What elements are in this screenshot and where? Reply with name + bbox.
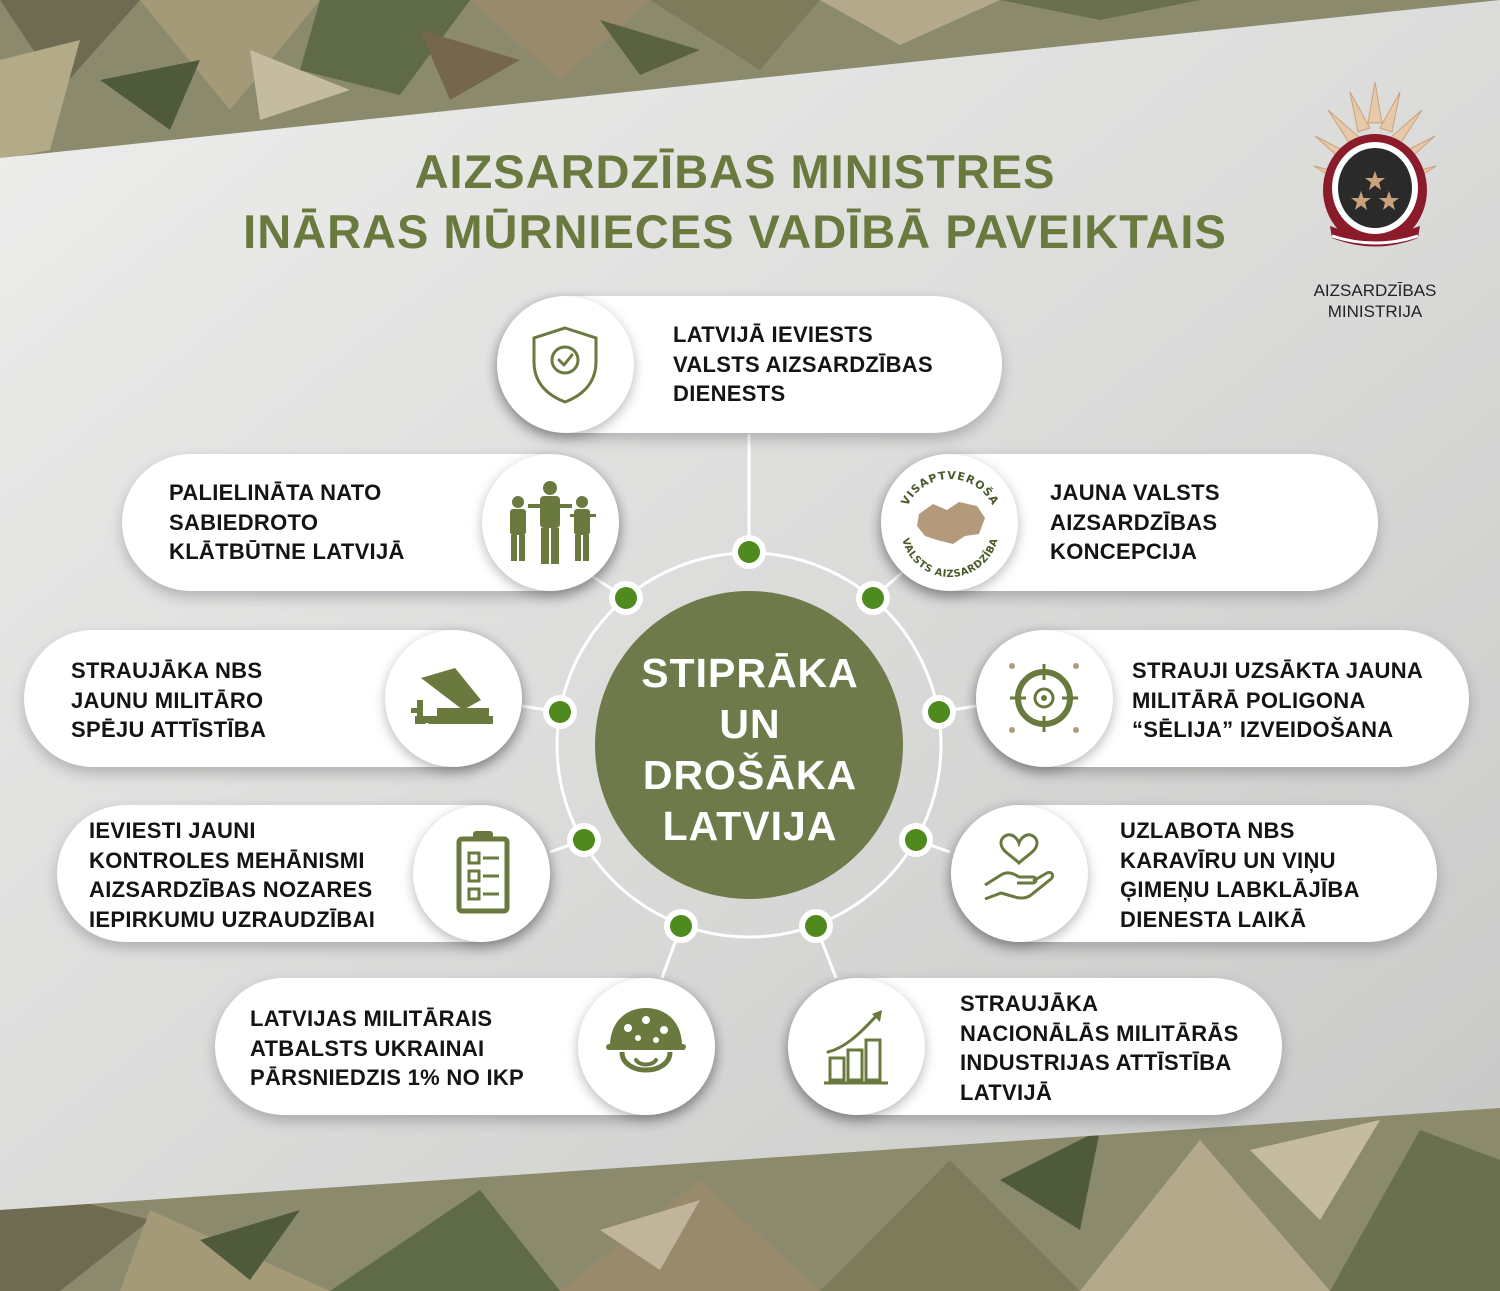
card-welfare — [951, 805, 1437, 942]
card-ukraine-line-3: PĀRSNIEDZIS 1% NO IKP — [250, 1065, 525, 1090]
center-line-2: UN — [719, 701, 781, 747]
soldiers-icon — [482, 454, 619, 591]
card-service — [497, 296, 1002, 433]
logo-text-line-1: AIZSARDZĪBAS — [1313, 281, 1437, 300]
card-text-capabilities — [71, 656, 266, 745]
card-industry-line-4: LATVIJĀ — [960, 1079, 1053, 1105]
node-polygon — [928, 701, 950, 723]
card-welfare-line-3: ĢIMEŅU LABKLĀJĪBA — [1120, 877, 1360, 902]
card-nato-line-3: KLĀTBŪTNE LATVIJĀ — [169, 539, 405, 564]
card-text-industry — [960, 989, 1239, 1107]
card-control-line-3: AIZSARDZĪBAS NOZARES — [89, 877, 373, 902]
card-concept — [881, 454, 1378, 591]
card-welfare-line-4: DIENESTA LAIKĀ — [1120, 906, 1307, 932]
icon-circle-ukraine — [578, 978, 715, 1115]
center-label — [600, 648, 900, 852]
card-welfare-line-2: KARAVĪRU UN VIŅU — [1120, 847, 1336, 873]
helmet-face-icon — [578, 978, 715, 1115]
clipboard-checklist-icon — [413, 805, 550, 942]
card-ukraine-line-1: LATVIJAS MILITĀRAIS — [250, 1006, 493, 1031]
card-control-line-2: KONTROLES MEHĀNISMI — [89, 847, 365, 873]
center-line-4: LATVIJA — [662, 803, 838, 849]
card-capabilities-line-1: STRAUJĀKA NBS — [71, 658, 263, 683]
node-welfare — [905, 829, 927, 851]
card-ukraine — [215, 978, 715, 1115]
card-polygon-line-3: “SĒLIJA” IZVEIDOŠANA — [1132, 717, 1394, 742]
card-service-line-1: LATVIJĀ IEVIESTS — [673, 322, 873, 347]
card-capabilities-line-3: SPĒJU ATTĪSTĪBA — [71, 717, 267, 742]
card-nato-line-2: SABIEDROTO — [169, 509, 319, 535]
node-ukraine — [670, 915, 692, 937]
card-concept-line-1: JAUNA VALSTS — [1050, 480, 1220, 505]
card-polygon — [976, 630, 1469, 767]
card-text-polygon — [1132, 656, 1423, 745]
card-industry-line-2: NACIONĀLĀS MILITĀRĀS — [960, 1020, 1239, 1046]
card-nato-line-1: PALIELINĀTA NATO — [169, 480, 382, 505]
icon-circle-industry — [788, 978, 925, 1115]
card-control-line-1: IEVIESTI JAUNI — [89, 818, 256, 843]
latvia-map-badge-icon — [881, 454, 1018, 591]
shield-check-icon — [497, 296, 634, 433]
card-text-ukraine — [250, 1004, 524, 1093]
badge-top-text: VISAPTVEROŠA — [898, 468, 1002, 508]
card-industry-line-3: INDUSTRIJAS ATTĪSTĪBA — [960, 1050, 1232, 1075]
center-line-1: STIPRĀKA — [641, 650, 859, 696]
card-ukraine-line-2: ATBALSTS UKRAINAI — [250, 1035, 485, 1061]
rocket-launcher-icon — [385, 630, 522, 767]
icon-circle-concept — [881, 454, 1018, 591]
logo-text-line-2: MINISTRIJA — [1327, 302, 1423, 321]
card-welfare-line-1: UZLABOTA NBS — [1120, 818, 1295, 843]
heart-hand-icon — [951, 805, 1088, 942]
icon-circle-capabilities — [385, 630, 522, 767]
icon-circle-nato — [482, 454, 619, 591]
card-industry — [788, 978, 1282, 1115]
node-capabilities — [549, 701, 571, 723]
card-polygon-line-1: STRAUJI UZSĀKTA JAUNA — [1132, 658, 1424, 683]
icon-circle-service — [497, 296, 634, 433]
icon-circle-control — [413, 805, 550, 942]
title-line-2: INĀRAS MŪRNIECES VADĪBĀ PAVEIKTAIS — [243, 205, 1227, 258]
card-service-line-2: VALSTS AIZSARDZĪBAS — [673, 351, 933, 377]
card-concept-line-2: AIZSARDZĪBAS — [1050, 509, 1218, 535]
title-line-1: AIZSARDZĪBAS MINISTRES — [414, 145, 1056, 198]
icon-circle-polygon — [976, 630, 1113, 767]
card-text-concept — [1050, 478, 1220, 567]
crosshair-icon — [976, 630, 1113, 767]
card-text-welfare — [1120, 816, 1360, 934]
card-text-control — [89, 816, 375, 934]
card-service-line-3: DIENESTS — [673, 381, 786, 406]
svg-text:VALSTS AIZSARDZĪBA — [899, 537, 1000, 580]
badge-bottom-text: VALSTS AIZSARDZĪBA — [899, 536, 1001, 581]
svg-text:VISAPTVEROŠA — [898, 469, 1001, 508]
center-line-3: DROŠĀKA — [642, 752, 858, 798]
card-capabilities — [24, 630, 522, 767]
growth-chart-icon — [788, 978, 925, 1115]
card-control — [57, 805, 550, 942]
card-text-service — [673, 320, 933, 409]
node-control — [573, 829, 595, 851]
node-service — [738, 541, 760, 563]
card-text-nato — [169, 478, 405, 567]
card-concept-line-3: KONCEPCIJA — [1050, 539, 1198, 564]
card-polygon-line-2: MILITĀRĀ POLIGONA — [1132, 687, 1366, 713]
card-capabilities-line-2: JAUNU MILITĀRO — [71, 687, 264, 713]
icon-circle-welfare — [951, 805, 1088, 942]
card-control-line-4: IEPIRKUMU UZRAUDZĪBAI — [89, 906, 376, 932]
node-industry — [805, 915, 827, 937]
card-industry-line-1: STRAUJĀKA — [960, 991, 1099, 1016]
card-nato — [122, 454, 619, 591]
